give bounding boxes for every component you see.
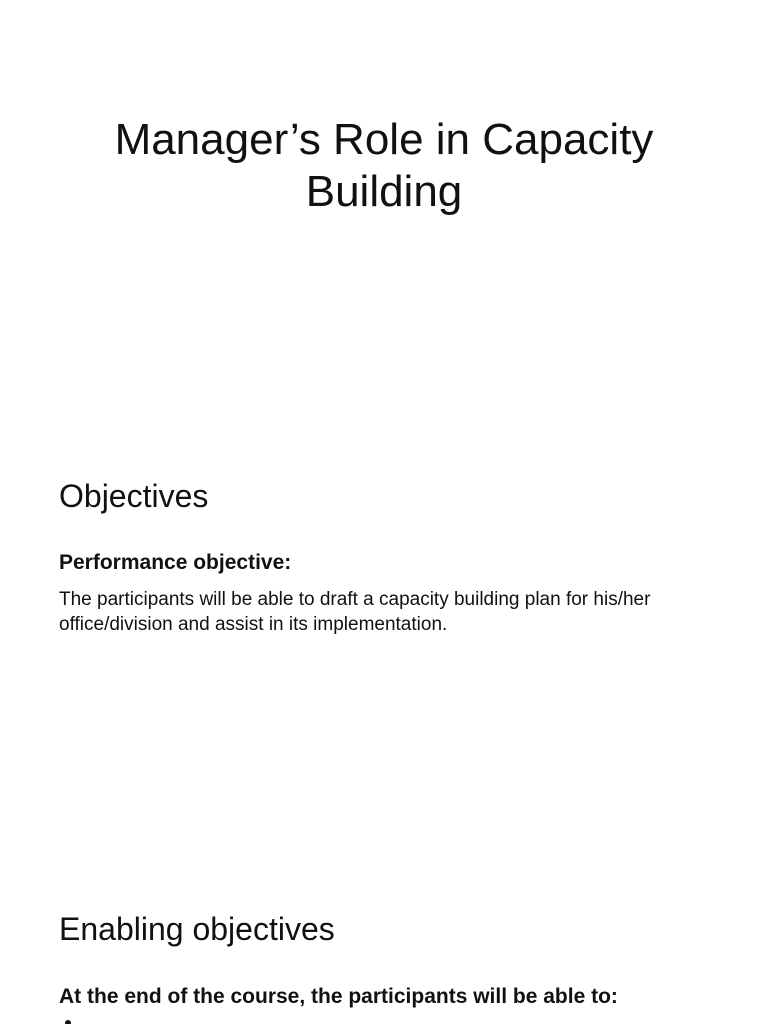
- performance-objective-line-1: The participants will be able to draft a capacity building plan for his/her: [59, 589, 651, 610]
- objectives-heading: Objectives: [59, 478, 209, 514]
- performance-objective-label: Performance objective:: [59, 551, 292, 574]
- slide-title: [60, 114, 708, 218]
- performance-objective-line-2: office/division and assist in its implementation.: [59, 614, 448, 635]
- slide-title-line-2: Building: [305, 167, 463, 216]
- course-outcome-intro: At the end of the course, the participants will be able to:: [59, 985, 618, 1008]
- slide-title-line-1: Manager’s Role in Capacity: [114, 115, 654, 164]
- cut-off-bullet-line: [59, 1017, 719, 1024]
- bullet-icon: [65, 1020, 71, 1024]
- performance-objective-text: [59, 587, 729, 637]
- enabling-objectives-heading: Enabling objectives: [59, 911, 335, 947]
